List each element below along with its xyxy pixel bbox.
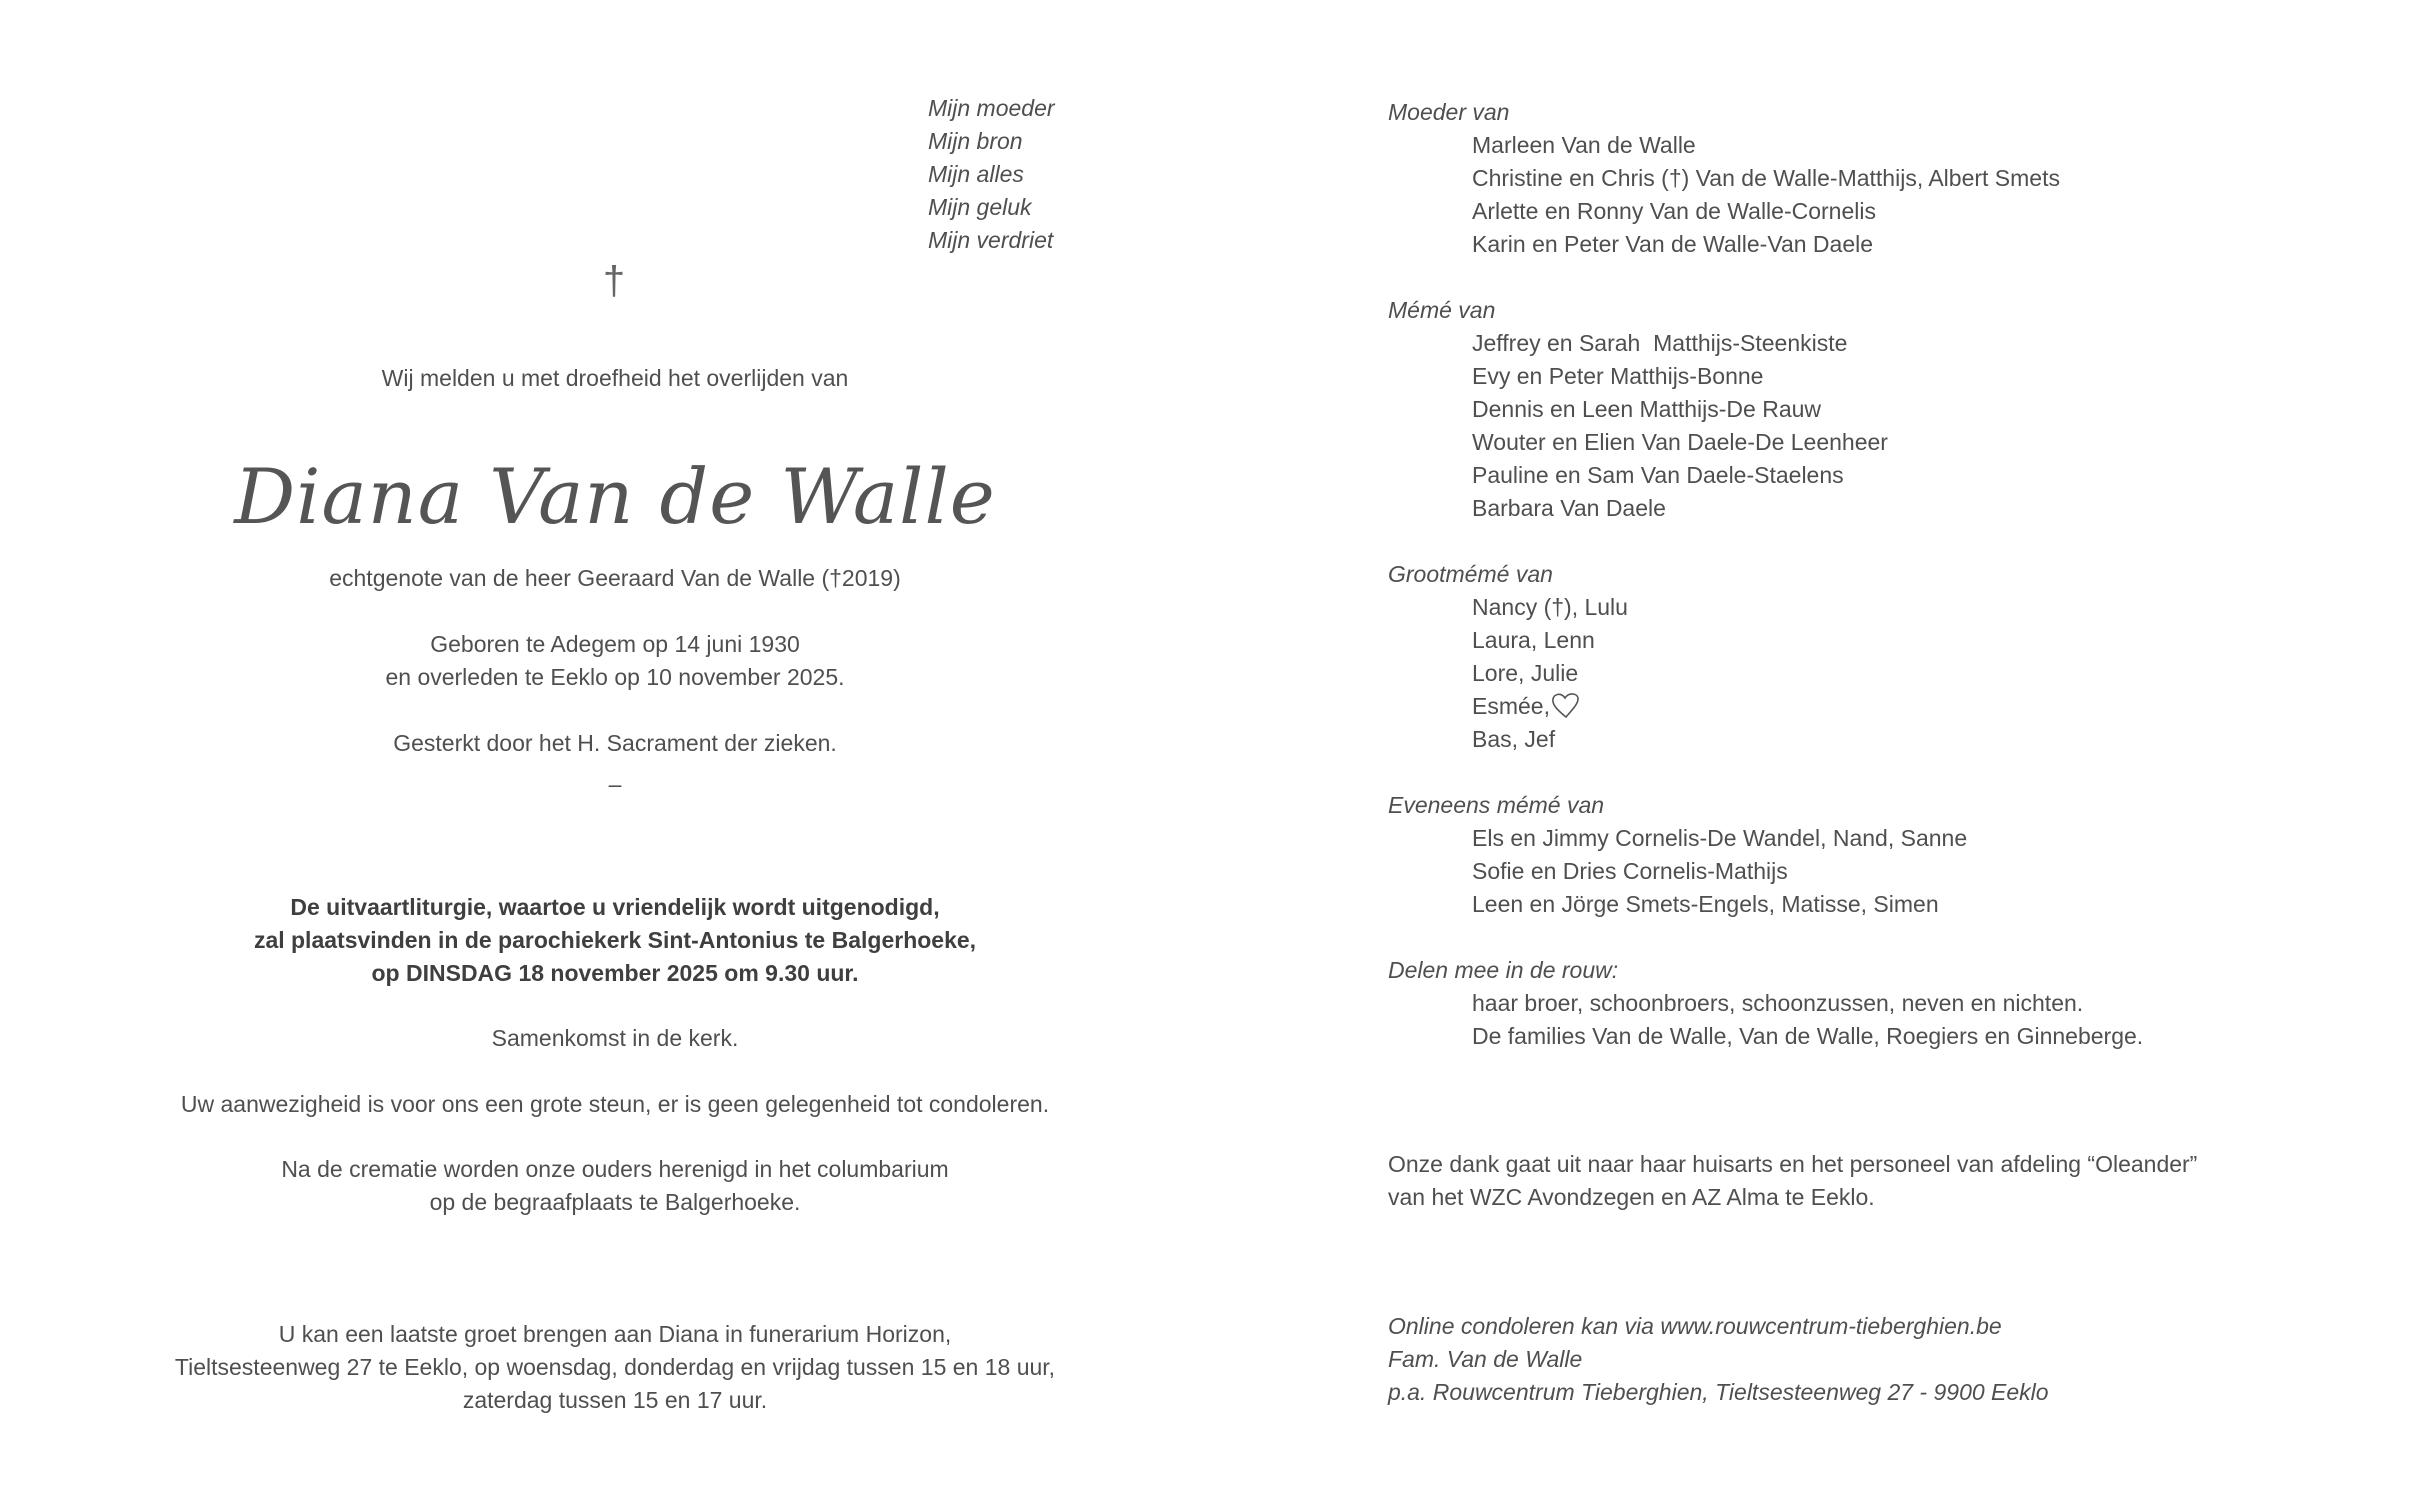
funeral-line: op DINSDAG 18 november 2025 om 9.30 uur. xyxy=(371,960,859,986)
meme-heading: Mémé van xyxy=(1388,297,1496,323)
separator-dash: – xyxy=(608,771,622,797)
mourn-item: De families Van de Walle, Van de Walle, Roegiers en Ginneberge. xyxy=(1472,1023,2144,1049)
also-item: Els en Jimmy Cornelis-De Wandel, Nand, Sanne xyxy=(1472,825,1968,851)
mother-item: Karin en Peter Van de Walle-Van Daele xyxy=(1472,231,1874,257)
heart-icon xyxy=(1550,690,1582,720)
great-item xyxy=(1388,690,2143,723)
dates xyxy=(160,628,1070,694)
poem xyxy=(928,92,1055,257)
visit-line: Tieltsesteenweg 27 te Eeklo, op woensdag, donderdag en vrijdag tussen 15 en 18 uur, xyxy=(174,1354,1056,1380)
mother-heading: Moeder van xyxy=(1388,99,1510,125)
family-list xyxy=(1388,96,2143,1053)
great-item: Bas, Jef xyxy=(1472,726,1556,752)
sacrament-line: Gesterkt door het H. Sacrament der zieken. xyxy=(393,730,837,756)
cremation-block xyxy=(160,1153,1070,1219)
death-line: en overleden te Eeklo op 10 november 2025. xyxy=(385,664,845,690)
contact-block xyxy=(1388,1310,2049,1409)
condolence-line: Online condoleren kan via www.rouwcentrum-tieberghien.be xyxy=(1388,1313,2002,1339)
family-name-line: Fam. Van de Walle xyxy=(1388,1346,1583,1372)
meme-item: Wouter en Elien Van Daele-De Leenheer xyxy=(1472,429,1888,455)
meme-item: Dennis en Leen Matthijs-De Rauw xyxy=(1472,396,1822,422)
poem-line: Mijn verdriet xyxy=(928,227,1054,253)
great-item: Lore, Julie xyxy=(1472,660,1579,686)
also-heading: Eveneens mémé van xyxy=(1388,792,1605,818)
poem-line: Mijn bron xyxy=(928,128,1023,154)
birth-line: Geboren te Adegem op 14 juni 1930 xyxy=(430,631,800,657)
also-item: Sofie en Dries Cornelis-Mathijs xyxy=(1472,858,1788,884)
mother-item: Christine en Chris (†) Van de Walle-Matthijs, Albert Smets xyxy=(1472,165,2060,191)
great-item: Nancy (†), Lulu xyxy=(1472,594,1628,620)
also-item: Leen en Jörge Smets-Engels, Matisse, Simen xyxy=(1472,891,1939,917)
poem-line: Mijn moeder xyxy=(928,95,1055,121)
mother-item: Arlette en Ronny Van de Walle-Cornelis xyxy=(1472,198,1876,224)
visit-block xyxy=(160,1318,1070,1417)
great-item-text: Esmée, xyxy=(1472,693,1550,719)
poem-line: Mijn geluk xyxy=(928,194,1032,220)
meme-item: Pauline en Sam Van Daele-Staelens xyxy=(1472,462,1844,488)
meme-item: Evy en Peter Matthijs-Bonne xyxy=(1472,363,1764,389)
funeral-line: zal plaatsvinden in de parochiekerk Sint-Antonius te Balgerhoeke, xyxy=(253,927,977,953)
visit-line: zaterdag tussen 15 en 17 uur. xyxy=(462,1387,768,1413)
mourn-heading: Delen mee in de rouw: xyxy=(1388,957,1619,983)
announcement: Wij melden u met droefheid het overlijden van xyxy=(381,365,849,391)
thanks-line: Onze dank gaat uit naar haar huisarts en het personeel van afdeling “Oleander” xyxy=(1388,1151,2198,1177)
cremation-line: Na de crematie worden onze ouders herenigd in het columbarium xyxy=(281,1156,949,1182)
mother-item: Marleen Van de Walle xyxy=(1472,132,1696,158)
cross-icon: † xyxy=(602,259,626,303)
presence-line: Uw aanwezigheid is voor ons een grote steun, er is geen gelegenheid tot condoleren. xyxy=(180,1091,1050,1117)
thanks-block xyxy=(1388,1148,2197,1214)
mourn-item: haar broer, schoonbroers, schoonzussen, neven en nichten. xyxy=(1472,990,2084,1016)
meme-item: Jeffrey en Sarah Matthijs-Steenkiste xyxy=(1472,330,1848,356)
great-item: Laura, Lenn xyxy=(1472,627,1595,653)
address-line: p.a. Rouwcentrum Tieberghien, Tieltsesteenweg 27 - 9900 Eeklo xyxy=(1388,1379,2049,1405)
funeral-line: De uitvaartliturgie, waartoe u vriendelijk wordt uitgenodigd, xyxy=(290,894,940,920)
deceased-name: Diana Van de Walle xyxy=(234,452,996,541)
thanks-line: van het WZC Avondzegen en AZ Alma te Eeklo. xyxy=(1388,1184,1875,1210)
gathering-line: Samenkomst in de kerk. xyxy=(491,1025,739,1051)
spouse-line: echtgenote van de heer Geeraard Van de Walle (†2019) xyxy=(329,565,901,591)
funeral-block xyxy=(160,891,1070,990)
visit-line: U kan een laatste groet brengen aan Diana in funerarium Horizon, xyxy=(278,1321,952,1347)
meme-item: Barbara Van Daele xyxy=(1472,495,1666,521)
cremation-line: op de begraafplaats te Balgerhoeke. xyxy=(429,1189,801,1215)
poem-line: Mijn alles xyxy=(928,161,1024,187)
great-heading: Grootmémé van xyxy=(1388,561,1553,587)
